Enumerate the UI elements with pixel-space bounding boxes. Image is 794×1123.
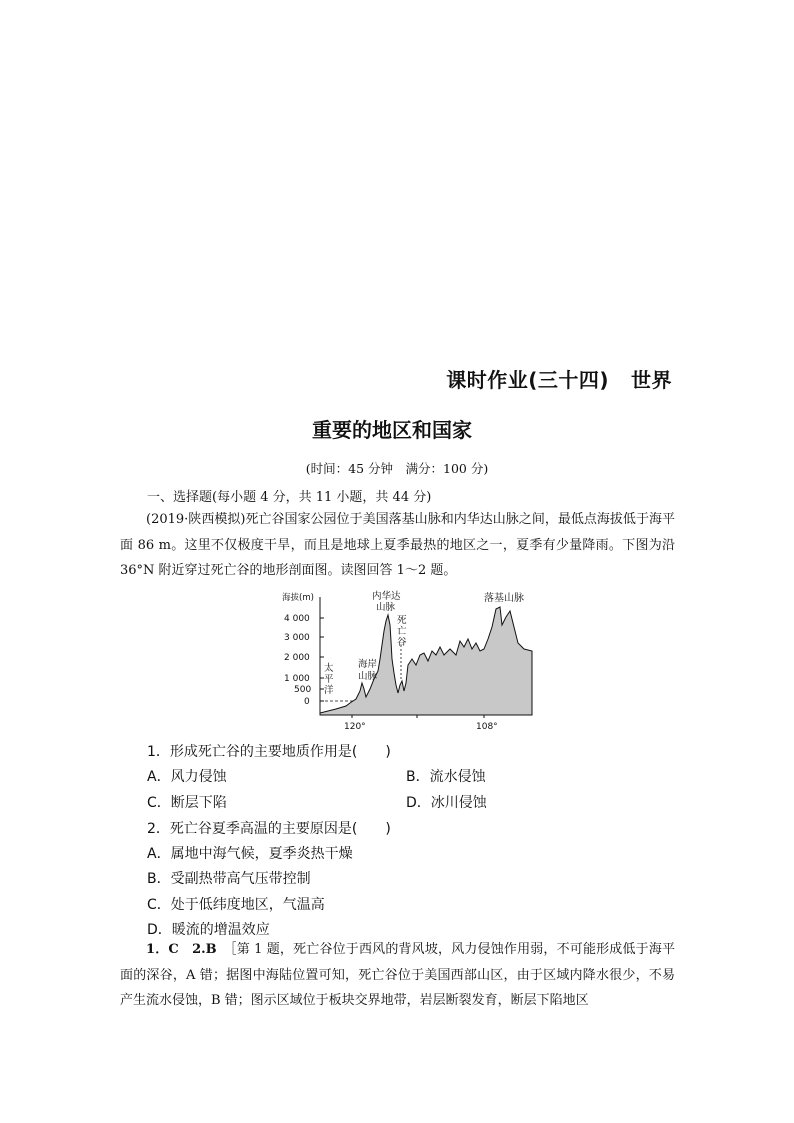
title-part-2: 世界 bbox=[631, 368, 672, 392]
page-title-line-2: 重要的地区和国家 bbox=[312, 418, 472, 442]
question-2-option-b: B．受副热带高气压带控制 bbox=[147, 871, 311, 887]
sierra-nevada-label: 山脉 bbox=[376, 602, 396, 613]
intro-paragraph: (2019·陕西模拟)死亡谷国家公园位于美国落基山脉和内华达山脉之间，最低点海拔低于海平面 86 m。这里不仅极度干旱，而且是地球上夏季最热的地区之一，夏季有少量降雨。下图为沿 36°N 附近穿过死亡谷的地形剖面图。读图回答 1～2 题。 bbox=[120, 512, 675, 578]
sierra-nevada-label: 内华达 bbox=[372, 591, 401, 602]
question-1-option-c: C．断层下陷 bbox=[147, 795, 227, 811]
coast-range-label: 海岸 bbox=[358, 659, 378, 670]
x-tick-label: 108° bbox=[476, 722, 498, 732]
death-valley-label-char: 死 bbox=[397, 615, 407, 626]
question-1-option-a: A．风力侵蚀 bbox=[147, 769, 227, 785]
answer-paragraph bbox=[120, 937, 675, 1014]
y-tick-label: 1 000 bbox=[284, 674, 310, 684]
y-tick-label: 3 000 bbox=[284, 633, 310, 643]
rocky-mountains-label: 落基山脉 bbox=[484, 593, 524, 604]
section-title: 一、选择题(每小题 4 分，共 11 小题，共 44 分) bbox=[147, 490, 432, 505]
y-tick-label: 2 000 bbox=[284, 653, 310, 663]
terrain-profile-area bbox=[320, 607, 532, 715]
question-2-option-a: A．属地中海气候，夏季炎热干燥 bbox=[147, 846, 353, 862]
exam-meta: (时间：45 分钟 满分：100 分) bbox=[305, 461, 489, 476]
pacific-label-char: 洋 bbox=[324, 685, 334, 696]
y-axis-label: 海拔(m) bbox=[282, 593, 314, 603]
question-1-option-b: B．流水侵蚀 bbox=[406, 769, 486, 785]
question-2-option-c: C．处于低纬度地区，气温高 bbox=[147, 897, 325, 913]
y-tick-label: 0 bbox=[304, 697, 310, 707]
death-valley-label-char: 谷 bbox=[397, 637, 407, 648]
terrain-profile-figure bbox=[280, 585, 540, 735]
y-tick-label: 500 bbox=[294, 685, 312, 695]
question-2-option-d: D．暖流的增温效应 bbox=[147, 922, 270, 938]
answer-key: 1．C 2.B bbox=[146, 942, 217, 957]
terrain-profile-svg bbox=[280, 585, 540, 735]
pacific-label-char: 太 bbox=[324, 663, 334, 674]
x-tick-label: 120° bbox=[344, 722, 366, 732]
coast-range-label: 山脉 bbox=[358, 671, 378, 682]
y-tick-label: 4 000 bbox=[284, 614, 310, 624]
pacific-label-char: 平 bbox=[324, 674, 334, 685]
page-title-line-1 bbox=[446, 364, 672, 393]
answer-explanation: ［第 1 题，死亡谷位于西风的背风坡，风力侵蚀作用弱，不可能形成低于海平面的深谷，A 错；据图中海陆位置可知，死亡谷位于美国西部山区，由于区域内降水很少，不易产生流水侵蚀，B 错；图示区域位于板块交界地带，岩层断裂发育，断层下陷地区 bbox=[120, 942, 675, 1008]
question-2-stem: 2．死亡谷夏季高温的主要原因是( ) bbox=[147, 821, 391, 837]
question-1-option-d: D．冰川侵蚀 bbox=[406, 795, 487, 811]
death-valley-label-char: 亡 bbox=[397, 626, 407, 637]
title-part-1: 课时作业(三十四) bbox=[446, 368, 609, 392]
question-1-stem: 1．形成死亡谷的主要地质作用是( ) bbox=[147, 744, 391, 760]
